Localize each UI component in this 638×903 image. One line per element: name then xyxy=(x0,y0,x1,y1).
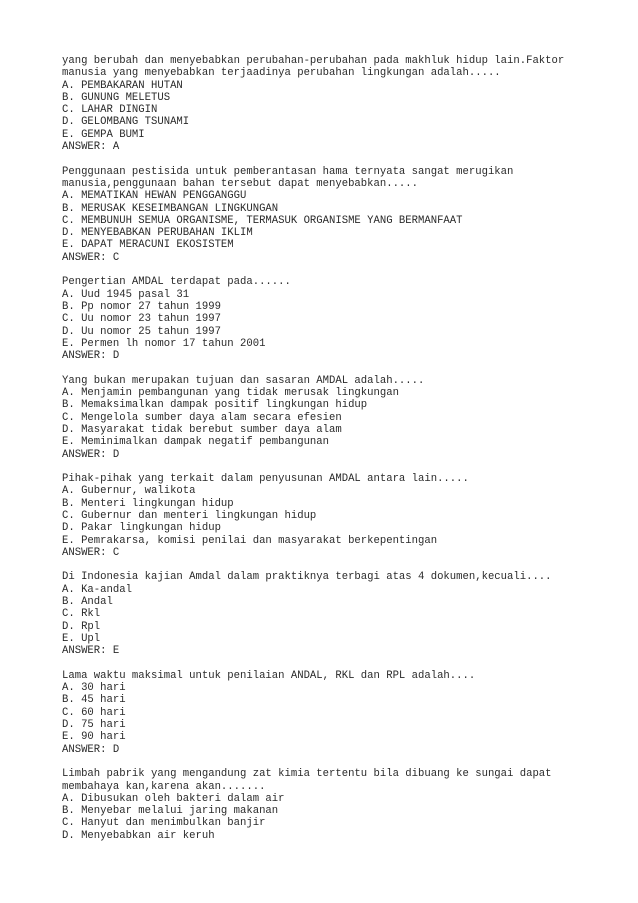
question-block xyxy=(62,473,622,559)
option-d: D. GELOMBANG TSUNAMI xyxy=(62,116,190,129)
option-e: E. 90 hari xyxy=(62,731,126,744)
block-spacer xyxy=(62,362,622,374)
question-block xyxy=(62,670,622,756)
question-block xyxy=(62,768,622,842)
question-block xyxy=(62,166,622,264)
option-d: D. Uu nomor 25 tahun 1997 xyxy=(62,325,221,338)
block-spacer xyxy=(62,559,622,571)
option-e: E. Meminimalkan dampak negatif pembangunan xyxy=(62,436,330,449)
option-e: E. Upl xyxy=(62,632,101,645)
answer-line: ANSWER: C xyxy=(62,546,120,559)
option-c: C. Hanyut dan menimbulkan banjir xyxy=(62,817,266,830)
option-c: C. 60 hari xyxy=(62,706,126,719)
option-a: A. Menjamin pembangunan yang tidak merusak lingkungan xyxy=(62,387,399,400)
option-b: B. Menteri lingkungan hidup xyxy=(62,497,234,510)
answer-line: ANSWER: D xyxy=(62,350,120,363)
option-b: B. Pp nomor 27 tahun 1999 xyxy=(62,300,221,313)
option-c: C. Mengelola sumber daya alam secara efesien xyxy=(62,411,342,424)
block-spacer xyxy=(62,264,622,276)
option-d: D. 75 hari xyxy=(62,719,126,732)
option-d: D. Menyebabkan air keruh xyxy=(62,829,215,842)
option-a: A. Ka-andal xyxy=(62,583,132,596)
option-a: A. Dibusukan oleh bakteri dalam air xyxy=(62,792,285,805)
question-block xyxy=(62,276,622,362)
option-e: E. DAPAT MERACUNI EKOSISTEM xyxy=(62,239,234,252)
option-a: A. PEMBAKARAN HUTAN xyxy=(62,79,183,92)
question-text: Pengertian AMDAL terdapat pada...... xyxy=(62,276,291,289)
document-page xyxy=(62,55,622,842)
question-text: Limbah pabrik yang mengandung zat kimia tertentu bila dibuang ke sungai dapat xyxy=(62,768,552,781)
option-c: C. Gubernur dan menteri lingkungan hidup xyxy=(62,509,317,522)
question-text: Yang bukan merupakan tujuan dan sasaran AMDAL adalah..... xyxy=(62,374,425,387)
question-text: manusia yang menyebabkan terjaadinya perubahan lingkungan adalah..... xyxy=(62,67,501,80)
block-spacer xyxy=(62,658,622,670)
option-c: C. LAHAR DINGIN xyxy=(62,104,158,117)
option-e: E. Pemrakarsa, komisi penilai dan masyarakat berkepentingan xyxy=(62,534,438,547)
option-c: C. MEMBUNUH SEMUA ORGANISME, TERMASUK ORGANISME YANG BERMANFAAT xyxy=(62,214,463,227)
block-spacer xyxy=(62,153,622,165)
question-text: Di Indonesia kajian Amdal dalam praktiknya terbagi atas 4 dokumen,kecuali.... xyxy=(62,571,552,584)
option-b: B. MERUSAK KESEIMBANGAN LINGKUNGAN xyxy=(62,202,279,215)
option-d: D. Rpl xyxy=(62,620,101,633)
question-text: manusia,penggunaan bahan tersebut dapat menyebabkan..... xyxy=(62,177,419,190)
option-d: D. Pakar lingkungan hidup xyxy=(62,522,221,535)
option-c: C. Uu nomor 23 tahun 1997 xyxy=(62,313,221,326)
answer-line: ANSWER: E xyxy=(62,645,120,658)
option-d: D. Masyarakat tidak berebut sumber daya alam xyxy=(62,423,342,436)
option-e: E. GEMPA BUMI xyxy=(62,128,145,141)
question-text: yang berubah dan menyebabkan perubahan-perubahan pada makhluk hidup lain.Faktor xyxy=(62,55,565,67)
question-text: membahaya kan,karena akan....... xyxy=(62,780,266,793)
question-text: Lama waktu maksimal untuk penilaian ANDAL, RKL dan RPL adalah.... xyxy=(62,669,476,682)
question-block xyxy=(62,571,622,657)
option-a: A. 30 hari xyxy=(62,682,126,695)
answer-line: ANSWER: D xyxy=(62,448,120,461)
option-e: E. Permen lh nomor 17 tahun 2001 xyxy=(62,337,266,350)
answer-line: ANSWER: D xyxy=(62,743,120,756)
block-spacer xyxy=(62,756,622,768)
question-block xyxy=(62,55,622,153)
option-a: A. Gubernur, walikota xyxy=(62,485,196,498)
question-text: Pihak-pihak yang terkait dalam penyusunan AMDAL antara lain..... xyxy=(62,473,469,486)
option-b: B. Memaksimalkan dampak positif lingkungan hidup xyxy=(62,399,368,412)
block-spacer xyxy=(62,461,622,473)
option-b: B. Menyebar melalui jaring makanan xyxy=(62,805,279,818)
option-a: A. MEMATIKAN HEWAN PENGGANGGU xyxy=(62,190,247,203)
option-b: B. 45 hari xyxy=(62,694,126,707)
answer-line: ANSWER: C xyxy=(62,251,120,264)
option-b: B. Andal xyxy=(62,596,113,609)
option-b: B. GUNUNG MELETUS xyxy=(62,91,171,104)
option-d: D. MENYEBABKAN PERUBAHAN IKLIM xyxy=(62,227,253,240)
option-c: C. Rkl xyxy=(62,608,101,621)
option-a: A. Uud 1945 pasal 31 xyxy=(62,288,190,301)
question-block xyxy=(62,375,622,461)
answer-line: ANSWER: A xyxy=(62,141,120,154)
question-text: Penggunaan pestisida untuk pemberantasan hama ternyata sangat merugikan xyxy=(62,165,514,178)
